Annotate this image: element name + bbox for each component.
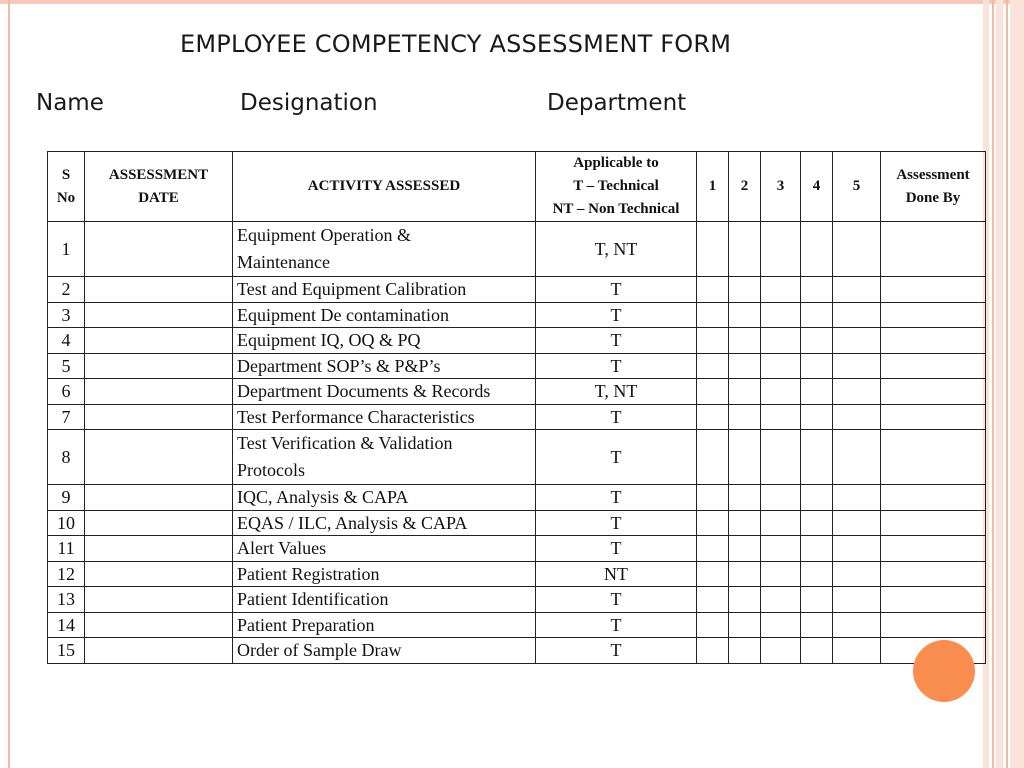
- cell-score-4[interactable]: [801, 302, 833, 328]
- cell-score-1[interactable]: [697, 302, 729, 328]
- cell-sno: 15: [48, 638, 85, 664]
- cell-score-2[interactable]: [729, 277, 761, 303]
- cell-score-5[interactable]: [833, 404, 881, 430]
- activity-line2: Maintenance: [237, 252, 330, 272]
- table-row: [48, 587, 986, 613]
- table-header-row: [48, 152, 986, 222]
- cell-applicable: T: [536, 638, 697, 664]
- cell-done-by[interactable]: [881, 430, 986, 485]
- cell-score-5[interactable]: [833, 302, 881, 328]
- cell-score-4[interactable]: [801, 404, 833, 430]
- cell-date[interactable]: [85, 612, 233, 638]
- cell-date[interactable]: [85, 510, 233, 536]
- cell-done-by[interactable]: [881, 485, 986, 511]
- cell-score-1[interactable]: [697, 328, 729, 354]
- cell-date[interactable]: [85, 302, 233, 328]
- cell-date[interactable]: [85, 277, 233, 303]
- cell-score-5[interactable]: [833, 587, 881, 613]
- cell-score-2[interactable]: [729, 587, 761, 613]
- cell-score-5[interactable]: [833, 510, 881, 536]
- cell-score-4[interactable]: [801, 587, 833, 613]
- cell-activity: Equipment De contamination: [233, 302, 536, 328]
- table-row: [48, 379, 986, 405]
- cell-activity: Order of Sample Draw: [233, 638, 536, 664]
- cell-applicable: T: [536, 536, 697, 562]
- cell-sno: 5: [48, 353, 85, 379]
- table-row: [48, 328, 986, 354]
- cell-done-by[interactable]: [881, 587, 986, 613]
- decorative-orange-circle-icon: [913, 640, 975, 702]
- cell-score-2[interactable]: [729, 328, 761, 354]
- cell-date[interactable]: [85, 638, 233, 664]
- header-activity: ACTIVITY ASSESSED: [233, 152, 536, 222]
- cell-date[interactable]: [85, 587, 233, 613]
- cell-applicable: NT: [536, 561, 697, 587]
- cell-score-3[interactable]: [761, 379, 801, 405]
- cell-date[interactable]: [85, 379, 233, 405]
- cell-score-5[interactable]: [833, 561, 881, 587]
- header-sno: [48, 152, 85, 222]
- cell-done-by[interactable]: [881, 561, 986, 587]
- cell-score-1[interactable]: [697, 222, 729, 277]
- cell-activity: Department Documents & Records: [233, 379, 536, 405]
- cell-score-1[interactable]: [697, 353, 729, 379]
- cell-applicable: T: [536, 353, 697, 379]
- cell-score-5[interactable]: [833, 379, 881, 405]
- cell-date[interactable]: [85, 353, 233, 379]
- cell-date[interactable]: [85, 222, 233, 277]
- cell-score-2[interactable]: [729, 379, 761, 405]
- cell-sno: 8: [48, 430, 85, 485]
- cell-score-5[interactable]: [833, 328, 881, 354]
- cell-score-2[interactable]: [729, 510, 761, 536]
- header-score-1: 1: [697, 152, 729, 222]
- header-done-by: [881, 152, 986, 222]
- header-score-5: 5: [833, 152, 881, 222]
- cell-date[interactable]: [85, 404, 233, 430]
- activity-line1: Test Verification & Validation: [237, 433, 453, 453]
- cell-score-1[interactable]: [697, 612, 729, 638]
- cell-activity: Test Performance Characteristics: [233, 404, 536, 430]
- header-score-4: 4: [801, 152, 833, 222]
- cell-score-3[interactable]: [761, 353, 801, 379]
- cell-score-2[interactable]: [729, 536, 761, 562]
- cell-score-3[interactable]: [761, 536, 801, 562]
- cell-score-3[interactable]: [761, 404, 801, 430]
- cell-done-by[interactable]: [881, 612, 986, 638]
- cell-activity: Patient Preparation: [233, 612, 536, 638]
- cell-applicable: T: [536, 485, 697, 511]
- cell-applicable: T: [536, 612, 697, 638]
- cell-score-4[interactable]: [801, 561, 833, 587]
- cell-score-3[interactable]: [761, 277, 801, 303]
- cell-done-by[interactable]: [881, 536, 986, 562]
- activity-line2: Protocols: [237, 460, 306, 480]
- cell-activity: [233, 222, 536, 277]
- header-applicable-line3: NT – Non Technical: [552, 201, 680, 217]
- cell-date[interactable]: [85, 561, 233, 587]
- cell-date[interactable]: [85, 430, 233, 485]
- cell-score-3[interactable]: [761, 587, 801, 613]
- cell-applicable: T: [536, 404, 697, 430]
- cell-done-by[interactable]: [881, 222, 986, 277]
- cell-score-4[interactable]: [801, 430, 833, 485]
- cell-score-4[interactable]: [801, 328, 833, 354]
- table-row: [48, 277, 986, 303]
- cell-applicable: T: [536, 328, 697, 354]
- cell-score-1[interactable]: [697, 510, 729, 536]
- cell-score-2[interactable]: [729, 430, 761, 485]
- cell-activity: Alert Values: [233, 536, 536, 562]
- cell-date[interactable]: [85, 485, 233, 511]
- cell-sno: 3: [48, 302, 85, 328]
- cell-score-2[interactable]: [729, 302, 761, 328]
- cell-activity: Patient Identification: [233, 587, 536, 613]
- cell-activity: Equipment IQ, OQ & PQ: [233, 328, 536, 354]
- table-row: [48, 430, 986, 485]
- cell-date[interactable]: [85, 536, 233, 562]
- table-row: [48, 638, 986, 664]
- cell-score-5[interactable]: [833, 485, 881, 511]
- table-row: [48, 536, 986, 562]
- assessment-table: [47, 151, 986, 664]
- cell-score-2[interactable]: [729, 222, 761, 277]
- cell-score-3[interactable]: [761, 430, 801, 485]
- header-assessment-date: [85, 152, 233, 222]
- cell-score-2[interactable]: [729, 612, 761, 638]
- cell-done-by[interactable]: [881, 277, 986, 303]
- cell-applicable: T: [536, 510, 697, 536]
- cell-score-4[interactable]: [801, 485, 833, 511]
- header-date-line2: DATE: [138, 189, 179, 206]
- cell-score-3[interactable]: [761, 638, 801, 664]
- table-row: [48, 404, 986, 430]
- cell-sno: 7: [48, 404, 85, 430]
- cell-sno: 14: [48, 612, 85, 638]
- cell-score-1[interactable]: [697, 587, 729, 613]
- table-row: [48, 561, 986, 587]
- cell-score-1[interactable]: [697, 485, 729, 511]
- cell-activity: Department SOP’s & P&P’s: [233, 353, 536, 379]
- cell-done-by[interactable]: [881, 302, 986, 328]
- cell-score-5[interactable]: [833, 222, 881, 277]
- cell-score-4[interactable]: [801, 510, 833, 536]
- right-frame-band: [996, 0, 1003, 768]
- cell-score-3[interactable]: [761, 510, 801, 536]
- cell-score-1[interactable]: [697, 561, 729, 587]
- cell-activity: IQC, Analysis & CAPA: [233, 485, 536, 511]
- cell-done-by[interactable]: [881, 510, 986, 536]
- cell-score-5[interactable]: [833, 638, 881, 664]
- cell-applicable: T: [536, 430, 697, 485]
- cell-activity: [233, 430, 536, 485]
- designation-label: Designation: [240, 90, 378, 116]
- table-row: [48, 485, 986, 511]
- cell-sno: 9: [48, 485, 85, 511]
- cell-score-2[interactable]: [729, 638, 761, 664]
- top-border: [0, 0, 1024, 4]
- cell-score-5[interactable]: [833, 612, 881, 638]
- page-title: EMPLOYEE COMPETENCY ASSESSMENT FORM: [180, 30, 732, 58]
- header-score-2: 2: [729, 152, 761, 222]
- cell-activity: EQAS / ILC, Analysis & CAPA: [233, 510, 536, 536]
- cell-applicable: T: [536, 277, 697, 303]
- cell-score-1[interactable]: [697, 638, 729, 664]
- cell-score-3[interactable]: [761, 612, 801, 638]
- right-frame-band: [1010, 0, 1024, 768]
- header-done-line1: Assessment: [896, 166, 970, 183]
- cell-score-4[interactable]: [801, 353, 833, 379]
- table-row: [48, 612, 986, 638]
- cell-applicable: T: [536, 302, 697, 328]
- cell-sno: 13: [48, 587, 85, 613]
- name-label: Name: [36, 90, 104, 116]
- cell-score-2[interactable]: [729, 404, 761, 430]
- cell-score-3[interactable]: [761, 561, 801, 587]
- cell-score-2[interactable]: [729, 485, 761, 511]
- header-applicable-line1: Applicable to: [573, 155, 659, 171]
- cell-done-by[interactable]: [881, 404, 986, 430]
- cell-score-1[interactable]: [697, 430, 729, 485]
- cell-score-4[interactable]: [801, 536, 833, 562]
- header-score-3: 3: [761, 152, 801, 222]
- cell-score-4[interactable]: [801, 379, 833, 405]
- cell-score-4[interactable]: [801, 277, 833, 303]
- table-row: [48, 302, 986, 328]
- table-row: [48, 510, 986, 536]
- cell-sno: 1: [48, 222, 85, 277]
- cell-score-5[interactable]: [833, 353, 881, 379]
- header-date-line1: ASSESSMENT: [108, 166, 209, 183]
- cell-score-3[interactable]: [761, 222, 801, 277]
- right-frame-line: [1006, 0, 1008, 768]
- cell-activity: Patient Registration: [233, 561, 536, 587]
- cell-score-5[interactable]: [833, 277, 881, 303]
- right-frame-line: [992, 0, 994, 768]
- cell-sno: 12: [48, 561, 85, 587]
- cell-done-by[interactable]: [881, 353, 986, 379]
- table-row: [48, 222, 986, 277]
- cell-applicable: T: [536, 587, 697, 613]
- activity-line1: Equipment Operation &: [237, 225, 411, 245]
- cell-activity: Test and Equipment Calibration: [233, 277, 536, 303]
- cell-sno: 2: [48, 277, 85, 303]
- cell-sno: 6: [48, 379, 85, 405]
- cell-score-5[interactable]: [833, 430, 881, 485]
- header-applicable-line2: T – Technical: [573, 178, 659, 194]
- cell-score-3[interactable]: [761, 328, 801, 354]
- department-label: Department: [547, 90, 687, 116]
- cell-score-1[interactable]: [697, 536, 729, 562]
- cell-score-4[interactable]: [801, 638, 833, 664]
- cell-applicable: T, NT: [536, 222, 697, 277]
- header-sno-line1: S: [61, 166, 71, 183]
- cell-date[interactable]: [85, 328, 233, 354]
- cell-score-3[interactable]: [761, 485, 801, 511]
- cell-score-3[interactable]: [761, 302, 801, 328]
- header-applicable: [536, 152, 697, 222]
- cell-score-2[interactable]: [729, 353, 761, 379]
- cell-done-by[interactable]: [881, 328, 986, 354]
- cell-sno: 10: [48, 510, 85, 536]
- header-done-line2: Done By: [905, 189, 961, 206]
- cell-sno: 4: [48, 328, 85, 354]
- cell-score-4[interactable]: [801, 222, 833, 277]
- header-sno-line2: No: [56, 189, 76, 206]
- cell-done-by[interactable]: [881, 379, 986, 405]
- table-row: [48, 353, 986, 379]
- left-frame-line: [8, 0, 10, 768]
- cell-score-5[interactable]: [833, 536, 881, 562]
- cell-score-2[interactable]: [729, 561, 761, 587]
- cell-applicable: T, NT: [536, 379, 697, 405]
- cell-score-4[interactable]: [801, 612, 833, 638]
- cell-score-1[interactable]: [697, 379, 729, 405]
- cell-score-1[interactable]: [697, 404, 729, 430]
- cell-sno: 11: [48, 536, 85, 562]
- cell-score-1[interactable]: [697, 277, 729, 303]
